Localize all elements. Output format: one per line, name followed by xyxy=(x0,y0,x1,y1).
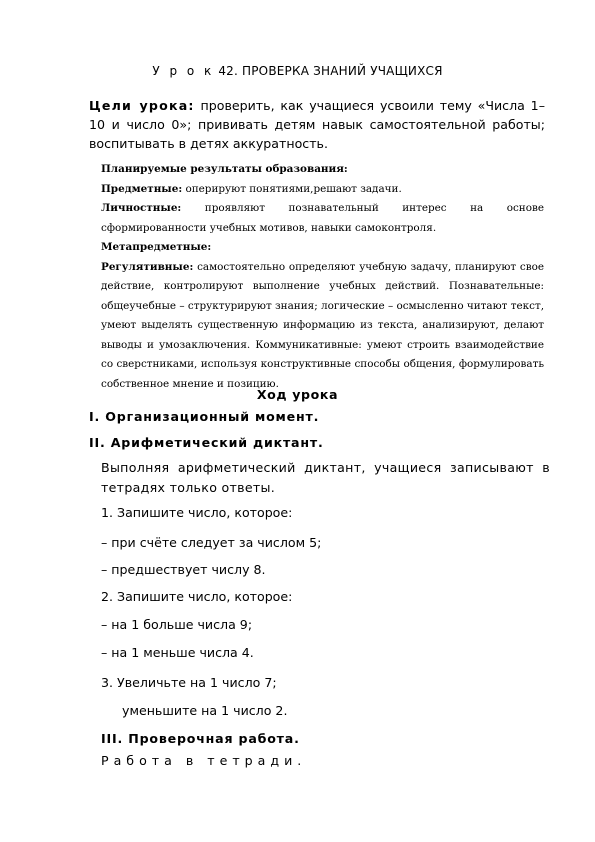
personal-text: проявляют познавательный интерес на основе сформированности учебных мотивов, навыки самоконтроля. xyxy=(101,202,544,234)
results-heading-para xyxy=(101,160,544,180)
meta-label: Метапредметные: xyxy=(101,241,212,253)
planned-results xyxy=(101,160,544,394)
dictation-item-2b: – на 1 меньше числа 4. xyxy=(101,645,254,660)
goals-text: проверить, как учащиеся усвоили тему «Числа 1–10 и число 0»; прививать детям навык самостоятельной работы; воспитывать в детях аккуратность. xyxy=(89,98,545,151)
subject-results xyxy=(101,180,544,200)
personal-results xyxy=(101,199,544,238)
dictation-item-1a: – при счёте следует за числом 5; xyxy=(101,535,322,550)
lesson-progress-heading: Ход урока xyxy=(256,387,339,402)
dictation-item-1b: – предшествует числу 8. xyxy=(101,562,266,577)
title-prefix: У р о к xyxy=(152,64,215,78)
personal-label: Личностные: xyxy=(101,202,182,214)
meta-results-heading xyxy=(101,238,544,258)
dictation-item-3a: уменьшите на 1 число 2. xyxy=(122,703,288,718)
dictation-item-3: 3. Увеличьте на 1 число 7; xyxy=(101,675,277,690)
section-organizational: I. Организационный момент. xyxy=(89,409,320,424)
title-text: 42. ПРОВЕРКА ЗНАНИЙ УЧАЩИХСЯ xyxy=(214,64,443,78)
lesson-title xyxy=(0,64,595,78)
dictation-intro: Выполняя арифметический диктант, учащиеся записывают в тетрадях только ответы. xyxy=(101,460,550,495)
regulatory-label: Регулятивные: xyxy=(101,260,194,273)
results-heading: Планируемые результаты образования: xyxy=(101,163,348,175)
notebook-work: Работа в тетради. xyxy=(101,753,307,768)
lesson-goals xyxy=(89,96,545,153)
dictation-item-2: 2. Запишите число, которое: xyxy=(101,589,293,604)
subject-text: оперируют понятиями,решают задачи. xyxy=(182,182,402,195)
goals-label: Цели урока: xyxy=(89,98,195,113)
section-test-work: III. Проверочная работа. xyxy=(101,731,300,746)
dictation-item-1: 1. Запишите число, которое: xyxy=(101,505,293,520)
section-arithmetic-dictation: II. Арифметический диктант. xyxy=(89,435,324,450)
dictation-item-2a: – на 1 больше числа 9; xyxy=(101,617,253,632)
subject-label: Предметные: xyxy=(101,182,183,195)
regulatory-results xyxy=(101,258,544,395)
regulatory-text: самостоятельно определяют учебную задачу, планируют свое действие, контролируют выполнение учебных действий. Познавательные: общеучебные – структурируют знания; логические – осмысленно читают текст, умеют выделять существенную информацию из текста, анализируют, делают выводы и умозаключения. Коммуникативные: умеют строить взаимодействие со сверстниками, используя конструктивные способы общения, формулировать собственное мнение и позицию. xyxy=(101,260,544,390)
